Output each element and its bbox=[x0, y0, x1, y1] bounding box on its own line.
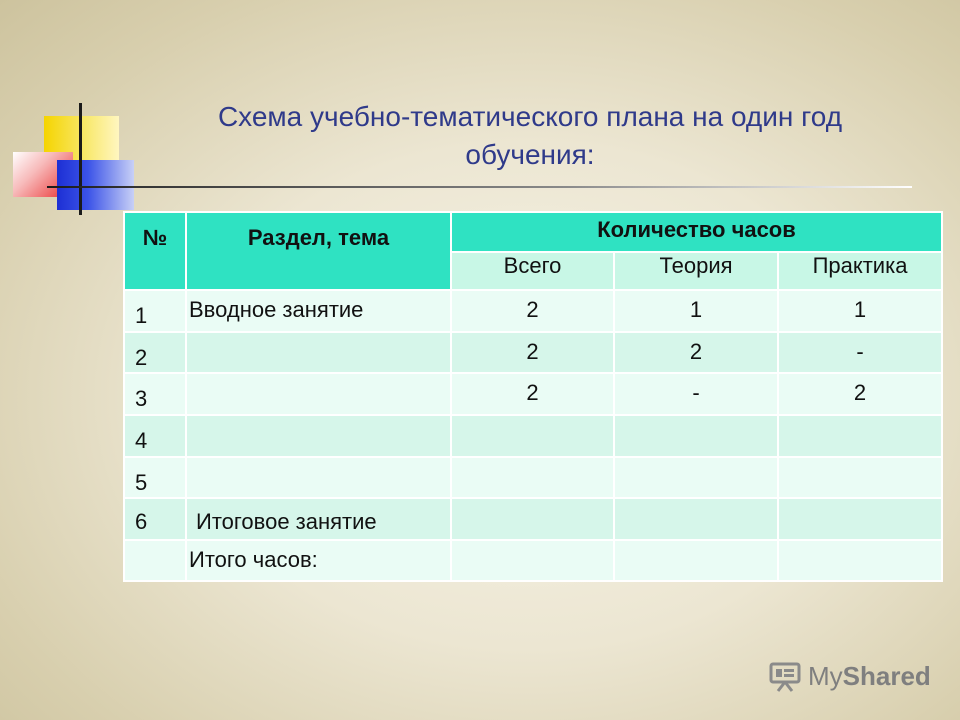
horizontal-rule bbox=[47, 186, 912, 188]
presentation-icon bbox=[768, 660, 802, 692]
table-row bbox=[124, 332, 942, 373]
row-number: 4 bbox=[124, 415, 186, 457]
row-practice bbox=[778, 540, 942, 581]
slide-title: Схема учебно-тематического плана на один год обучения: bbox=[217, 101, 843, 170]
row-practice: 1 bbox=[778, 290, 942, 332]
row-total: 2 bbox=[451, 290, 614, 332]
row-theory bbox=[614, 498, 778, 540]
header-total: Всего bbox=[451, 252, 614, 290]
header-number: № bbox=[124, 212, 186, 290]
row-topic: Итоговое занятие bbox=[186, 498, 451, 540]
header-section: Раздел, тема bbox=[186, 212, 451, 290]
row-topic bbox=[186, 332, 451, 373]
header-theory: Теория bbox=[614, 252, 778, 290]
table-row bbox=[124, 415, 942, 457]
row-total: 2 bbox=[451, 373, 614, 415]
row-topic: Вводное занятие bbox=[186, 290, 451, 332]
row-topic: Итого часов: bbox=[186, 540, 451, 581]
row-total bbox=[451, 540, 614, 581]
row-theory bbox=[614, 415, 778, 457]
row-theory: - bbox=[614, 373, 778, 415]
row-number: 5 bbox=[124, 457, 186, 498]
watermark-text: Shared bbox=[842, 660, 931, 691]
watermark-my: My bbox=[808, 660, 843, 691]
row-practice: 2 bbox=[778, 373, 942, 415]
row-total bbox=[451, 498, 614, 540]
row-total bbox=[451, 415, 614, 457]
row-practice: - bbox=[778, 332, 942, 373]
table-row bbox=[124, 498, 942, 540]
row-theory bbox=[614, 457, 778, 498]
row-topic bbox=[186, 457, 451, 498]
row-number: 6 bbox=[124, 498, 186, 540]
row-number: 2 bbox=[124, 332, 186, 373]
myshared-watermark bbox=[768, 656, 931, 696]
row-number bbox=[124, 540, 186, 581]
row-practice bbox=[778, 457, 942, 498]
blue-square-decoration bbox=[57, 160, 134, 210]
row-number: 1 bbox=[124, 290, 186, 332]
row-topic bbox=[186, 415, 451, 457]
table-row bbox=[124, 290, 942, 332]
row-theory bbox=[614, 540, 778, 581]
table-row bbox=[124, 457, 942, 498]
row-number: 3 bbox=[124, 373, 186, 415]
row-total bbox=[451, 457, 614, 498]
header-practice: Практика bbox=[778, 252, 942, 290]
row-topic bbox=[186, 373, 451, 415]
row-practice bbox=[778, 498, 942, 540]
row-practice bbox=[778, 415, 942, 457]
table-row-total bbox=[124, 540, 942, 581]
header-hours: Количество часов bbox=[451, 212, 942, 252]
vertical-line-decoration bbox=[79, 103, 82, 215]
table-row bbox=[124, 373, 942, 415]
row-total: 2 bbox=[451, 332, 614, 373]
row-theory: 1 bbox=[614, 290, 778, 332]
curriculum-table bbox=[123, 211, 943, 582]
row-theory: 2 bbox=[614, 332, 778, 373]
